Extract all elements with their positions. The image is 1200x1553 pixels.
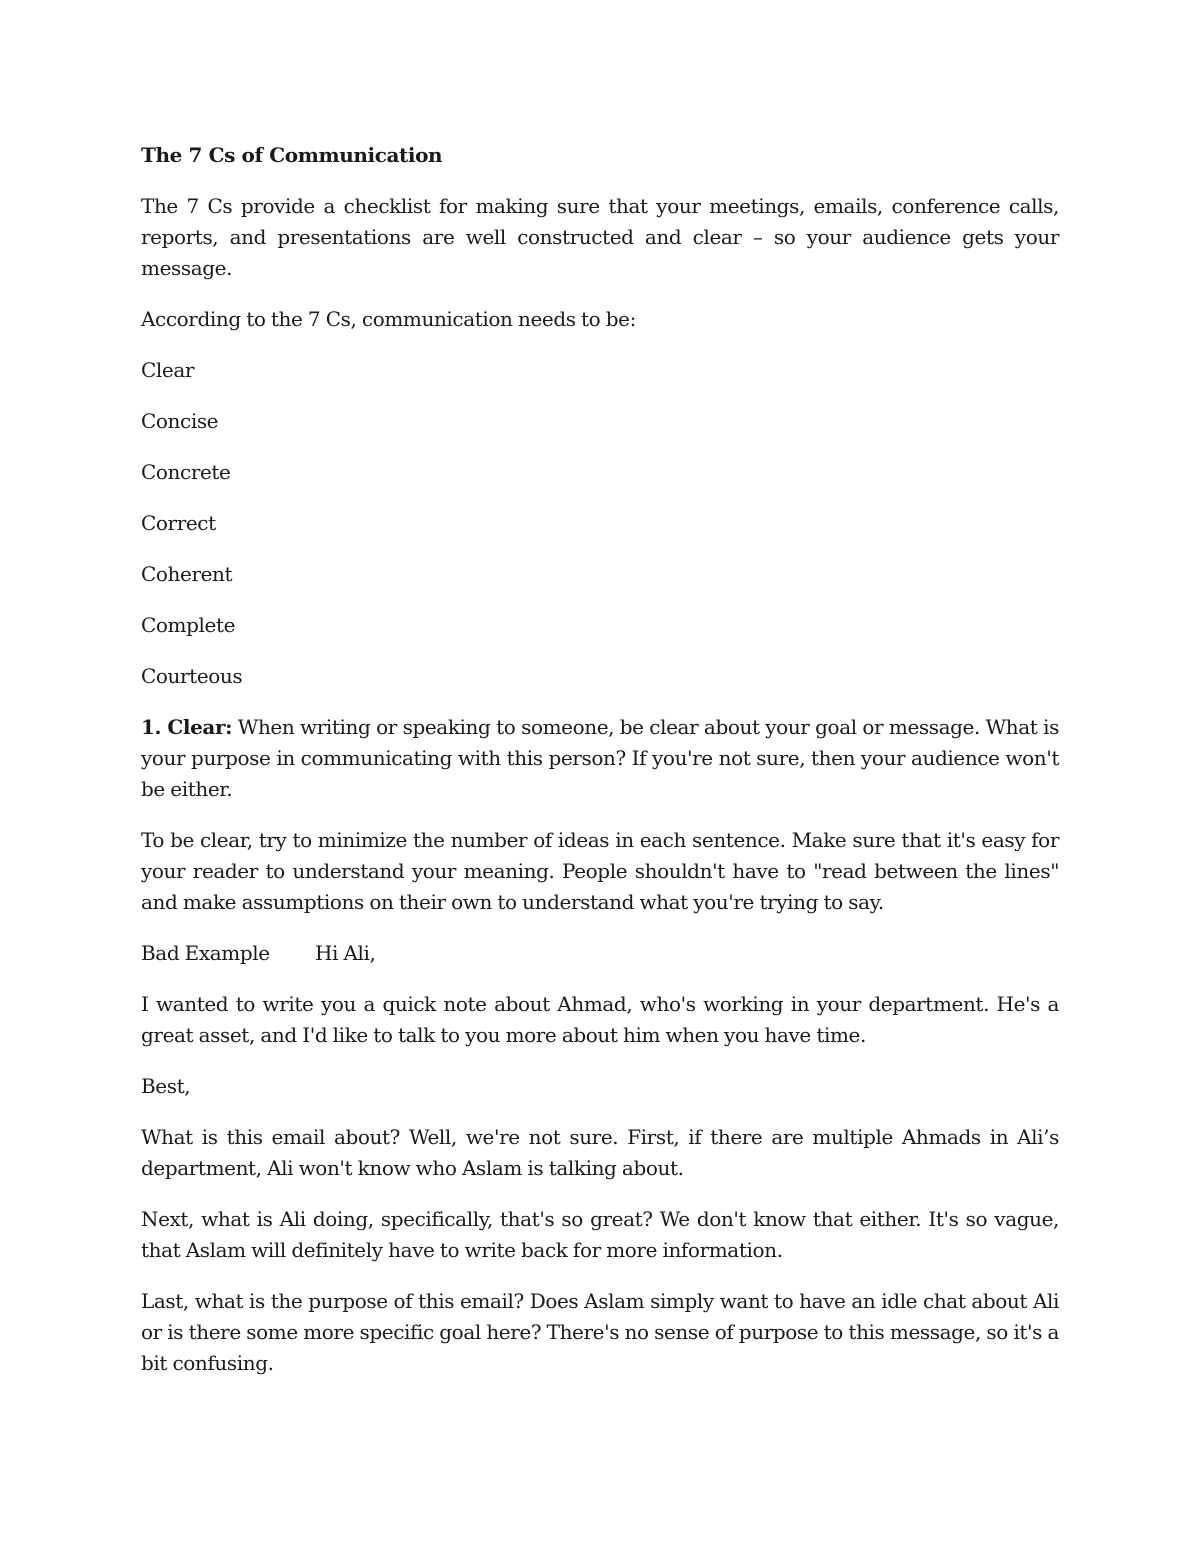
c-item-complete: Complete [141,613,236,637]
c-item-clear: Clear [141,358,195,382]
example-signoff: Best, [141,1074,191,1098]
clear-section-heading: 1. Clear: [141,715,233,739]
example-greeting: Hi Ali, [315,941,376,965]
bad-example-label: Bad Example [141,941,270,965]
clear-section-paragraph [141,712,1059,805]
c-item-concise: Concise [141,409,219,433]
document-title: The 7 Cs of Communication [141,143,443,167]
analysis-paragraph-1: What is this email about? Well, we're not sure. First, if there are multiple Ahmads in Ali’s department, Ali won't know who Aslam is talking about. [141,1125,1059,1180]
c-item-correct: Correct [141,511,216,535]
analysis-paragraph-3: Last, what is the purpose of this email? Does Aslam simply want to have an idle chat about Ali or is there some more specific goal here? There's no sense of purpose to this message, so it's a bit confusing. [141,1289,1059,1375]
document-page [141,140,1059,1399]
c-item-courteous: Courteous [141,664,243,688]
bad-example-line [141,938,1059,969]
intro-paragraph: The 7 Cs provide a checklist for making sure that your meetings, emails, conference calls, reports, and presentations are well constructed and clear – so your audience gets your message. [141,194,1059,280]
c-item-concrete: Concrete [141,460,231,484]
clear-section-text: When writing or speaking to someone, be clear about your goal or message. What is your purpose in communicating with this person? If you're not sure, then your audience won't be either. [141,715,1059,801]
analysis-paragraph-2: Next, what is Ali doing, specifically, that's so great? We don't know that either. It's so vague, that Aslam will definitely have to write back for more information. [141,1207,1059,1262]
c-item-coherent: Coherent [141,562,233,586]
according-paragraph: According to the 7 Cs, communication needs to be: [141,307,636,331]
clear-tips-paragraph: To be clear, try to minimize the number of ideas in each sentence. Make sure that it's easy for your reader to understand your meaning. People shouldn't have to "read between the lines" and make assumptions on their own to understand what you're trying to say. [141,828,1059,914]
example-body: I wanted to write you a quick note about Ahmad, who's working in your department. He's a great asset, and I'd like to talk to you more about him when you have time. [141,992,1059,1047]
